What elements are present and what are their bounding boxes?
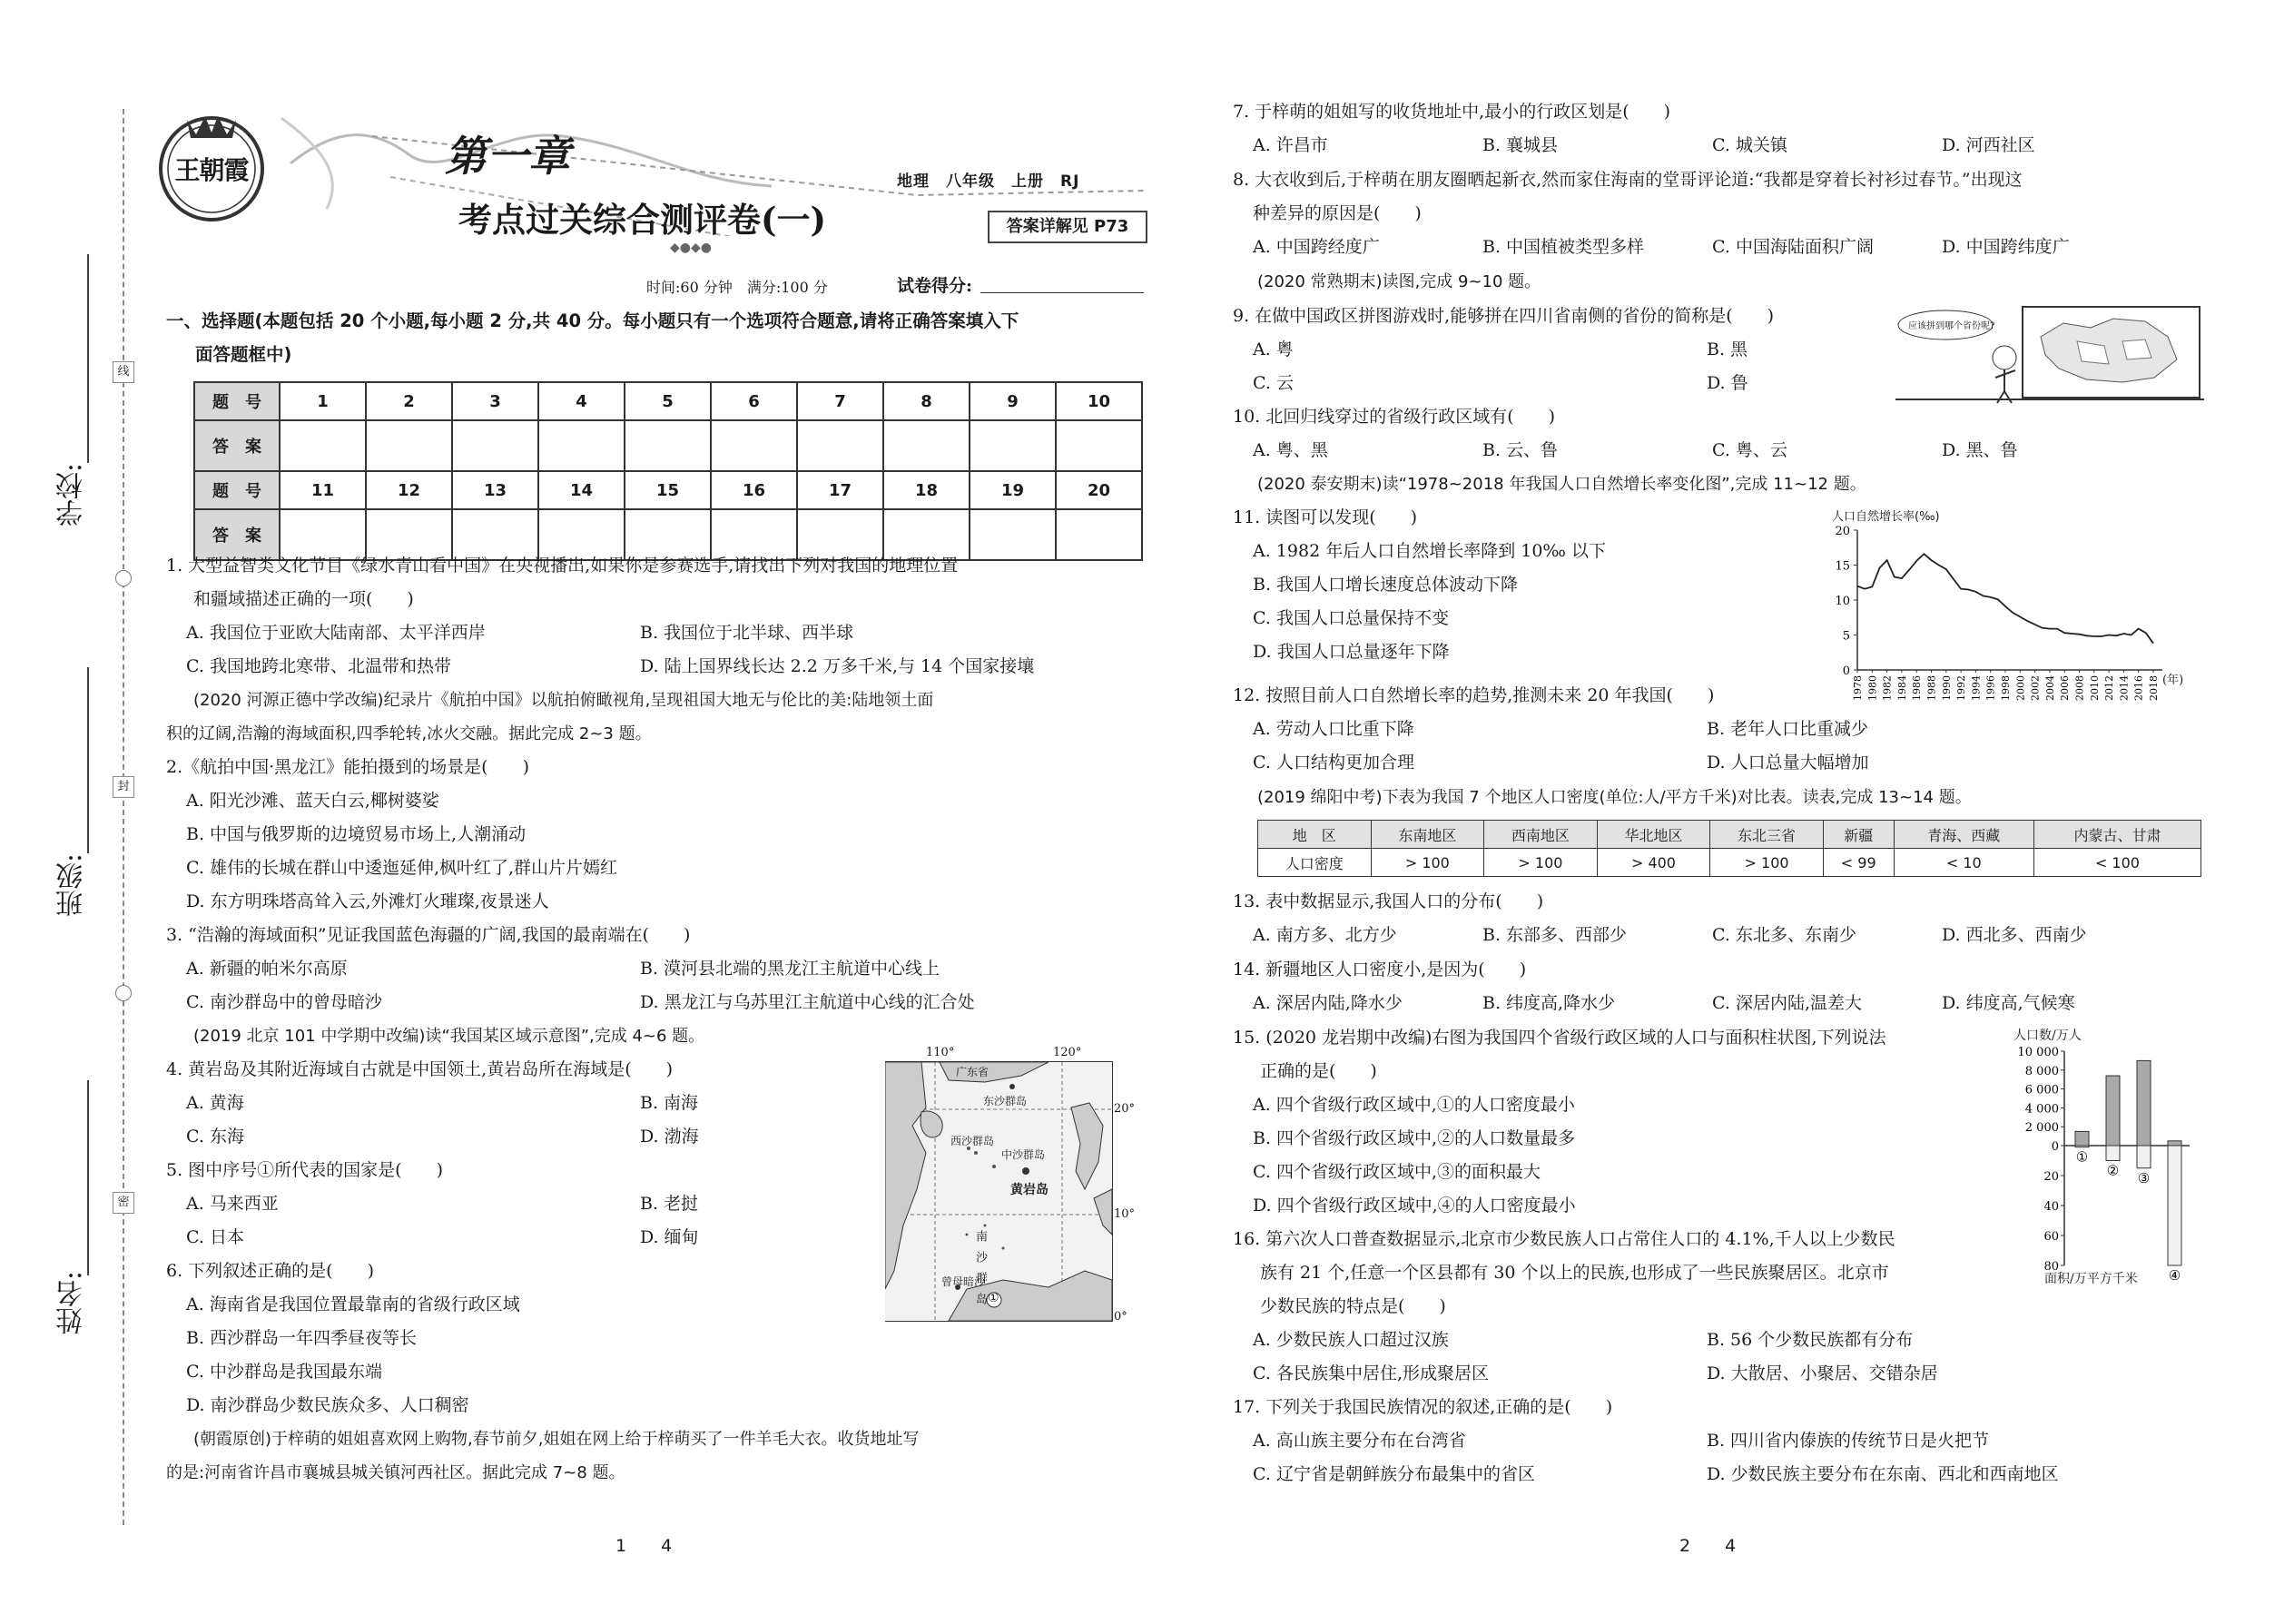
y-tick-label: 60 <box>2043 1230 2059 1244</box>
question-stem: 10. 北回归线穿过的省级行政区域有( ) <box>1233 407 1556 427</box>
score-label: 试卷得分: <box>897 276 973 296</box>
x-tick-label: 1996 <box>1984 675 1997 701</box>
table-cell: 19 <box>970 471 1056 509</box>
question-stem: 7. 于梓萌的姐姐写的收货地址中,最小的行政区划是( ) <box>1233 102 1671 122</box>
table-cell: 10 <box>1056 382 1142 420</box>
question-14 <box>1233 953 2171 1020</box>
options <box>1233 434 2171 468</box>
map-label-huangyan: 黄岩岛 <box>1010 1183 1049 1197</box>
option[interactable]: B. 我国人口增长速度总体波动下降 <box>1253 575 1519 595</box>
option[interactable]: C. 我国地跨北寒带、北温带和热带 <box>186 656 451 676</box>
bar-area <box>2075 1146 2089 1147</box>
table-cell: > 100 <box>1484 849 1598 877</box>
bar-label: ③ <box>2137 1169 2151 1186</box>
option[interactable]: C. 南沙群岛中的曾母暗沙 <box>186 992 382 1012</box>
answer-cell[interactable] <box>1056 420 1142 471</box>
option[interactable]: B. 襄城县 <box>1482 135 1559 155</box>
option[interactable]: A. 黄海 <box>186 1093 244 1113</box>
option[interactable]: D. 少数民族主要分布在东南、西北和西南地区 <box>1707 1464 2059 1484</box>
school-field-label: 学校: <box>56 463 88 527</box>
x-tick-label: 2014 <box>2118 675 2131 701</box>
option[interactable]: A. 劳动人口比重下降 <box>1253 719 1414 739</box>
option[interactable]: C. 东北多、东南少 <box>1712 925 1856 945</box>
table-cell: < 100 <box>2033 849 2200 877</box>
x-tick-label: 1980 <box>1866 675 1879 701</box>
option[interactable]: D. 中国跨纬度广 <box>1942 237 2070 257</box>
chapter-title: 第一章 <box>445 132 570 181</box>
option[interactable]: A. 少数民族人口超过汉族 <box>1253 1330 1449 1350</box>
options <box>166 616 1094 684</box>
x-tick-label: 1982 <box>1881 675 1894 701</box>
option[interactable]: A. 许昌市 <box>1253 135 1328 155</box>
answer-table-row <box>194 420 1142 471</box>
answer-cell[interactable] <box>538 420 625 471</box>
passage-intro: (2019 北京 101 中学期中改编)读“我国某区域示意图”,完成 4~6 题。 <box>193 1027 705 1046</box>
option[interactable]: D. 人口总量大幅增加 <box>1707 753 1869 773</box>
option[interactable]: D. 河西社区 <box>1942 135 2035 155</box>
table-header-row <box>1258 821 2201 849</box>
bar-population <box>2137 1060 2151 1146</box>
y-tick-label: 2 000 <box>2024 1121 2059 1136</box>
answer-table-row <box>194 471 1142 509</box>
x-tick-label: 2018 <box>2148 675 2160 701</box>
binding-hole <box>115 570 132 586</box>
table-cell: 华北地区 <box>1597 821 1710 849</box>
question-stem: 17. 下列关于我国民族情况的叙述,正确的是( ) <box>1233 1397 1613 1417</box>
table-cell: 18 <box>883 471 970 509</box>
option[interactable]: B. 东部多、西部少 <box>1482 925 1628 945</box>
brand-logo <box>153 107 271 225</box>
table-cell: 3 <box>452 382 538 420</box>
map-lon-label: 120° <box>1053 1046 1082 1059</box>
passage-intro: 积的辽阔,浩瀚的海域面积,四季轮转,冰火交融。据此完成 2~3 题。 <box>166 724 652 743</box>
answer-table-row <box>194 382 1142 420</box>
table-cell: 16 <box>711 471 797 509</box>
cut-mark-secret: 密 <box>113 1192 134 1214</box>
option[interactable]: B. 四个省级行政区域中,②的人口数量最多 <box>1253 1128 1576 1148</box>
x-tick-label: 1978 <box>1852 675 1864 701</box>
question-12 <box>1233 679 2161 780</box>
option[interactable]: A. 马来西亚 <box>186 1194 279 1214</box>
bar-label: ② <box>2106 1162 2120 1179</box>
table-cell: > 100 <box>1371 849 1484 877</box>
y-tick-label: 80 <box>2043 1260 2059 1274</box>
question-stem: 13. 表中数据显示,我国人口的分布( ) <box>1233 891 1544 911</box>
exam-title: 考点过关综合测评卷(一) <box>458 200 827 240</box>
table-cell: 20 <box>1056 471 1142 509</box>
answer-cell[interactable] <box>970 420 1056 471</box>
passage-intro: (2020 河源正德中学改编)纪录片《航拍中国》以航拍俯瞰视角,呈现祖国大地无与伦比的美:陆地领土面 <box>193 691 934 710</box>
option[interactable]: B. 老挝 <box>640 1194 699 1214</box>
answer-cell[interactable] <box>797 420 883 471</box>
bar-population <box>2168 1141 2181 1146</box>
options <box>1233 1424 2161 1491</box>
x-tick-label: 1986 <box>1911 675 1924 701</box>
option[interactable]: A. 南方多、北方少 <box>1253 925 1397 945</box>
cut-mark-seal: 封 <box>113 776 134 798</box>
options <box>1233 1324 2161 1391</box>
question-13 <box>1233 885 2171 952</box>
option[interactable]: D. 纬度高,气候寒 <box>1942 993 2075 1013</box>
section-heading: 一、选择题(本题包括 20 个小题,每小题 2 分,共 40 分。每小题只有一个选项符合题意,请将正确答案填入下 <box>166 310 1019 331</box>
option[interactable]: D. 缅甸 <box>640 1227 699 1247</box>
option[interactable]: D. 黑龙江与乌苏里江主航道中心线的汇合处 <box>640 992 975 1012</box>
options <box>1233 231 2171 264</box>
passage-intro: (朝霞原创)于梓萌的姐姐喜欢网上购物,春节前夕,姐姐在网上给于梓萌买了一件羊毛大衣。收货地址写 <box>193 1430 920 1449</box>
question-stem: 种差异的原因是( ) <box>1253 203 1422 223</box>
name-field-line[interactable] <box>87 1080 89 1275</box>
table-cell: 17 <box>797 471 883 509</box>
y-tick-label: 0 <box>2051 1140 2059 1154</box>
table-cell: 东南地区 <box>1371 821 1484 849</box>
table-cell: 11 <box>280 471 366 509</box>
table-cell: 5 <box>625 382 711 420</box>
answer-cell[interactable] <box>883 420 970 471</box>
option[interactable]: C. 深居内陆,温差大 <box>1712 993 1862 1013</box>
table-cell: 青海、西藏 <box>1894 821 2033 849</box>
grade-tag: 地理 八年级 上册 RJ <box>897 172 1080 191</box>
x-tick-label: 1984 <box>1895 675 1908 701</box>
option[interactable]: C. 中国海陆面积广阔 <box>1712 237 1874 257</box>
question-11 <box>1233 501 1606 669</box>
option[interactable]: C. 人口结构更加合理 <box>1253 753 1414 773</box>
answer-cell[interactable] <box>280 420 366 471</box>
chart-xlabel: (年) <box>2162 674 2184 687</box>
question-6 <box>166 1255 520 1422</box>
chart-ylabel: 人口自然增长率(‰) <box>1832 510 1940 524</box>
growth-rate-chart <box>1825 507 2188 704</box>
option[interactable]: B. 56 个少数民族都有分布 <box>1707 1330 1914 1350</box>
option[interactable]: B. 西沙群岛一年四季昼夜等长 <box>186 1328 418 1348</box>
option[interactable]: C. 粤、云 <box>1712 440 1787 460</box>
option[interactable]: B. 纬度高,降水少 <box>1482 993 1616 1013</box>
passage-intro: (2019 绵阳中考)下表为我国 7 个地区人口密度(单位:人/平方千米)对比表。读表,完成 13~14 题。 <box>1257 788 1972 807</box>
passage-intro: (2020 泰安期末)读“1978~2018 年我国人口自然增长率变化图”,完成 11~12 题。 <box>1257 475 1866 494</box>
table-cell: > 400 <box>1597 849 1710 877</box>
option[interactable]: B. 我国位于北半球、西半球 <box>640 623 854 643</box>
option[interactable]: D. 黑、鲁 <box>1942 440 2018 460</box>
region-map <box>885 1046 1136 1325</box>
option[interactable]: A. 我国位于亚欧大陆南部、太平洋西岸 <box>186 623 486 643</box>
passage-intro: 的是:河南省许昌市襄城县城关镇河西社区。据此完成 7~8 题。 <box>166 1463 625 1482</box>
score-field[interactable] <box>980 292 1144 293</box>
x-tick-label: 2016 <box>2132 675 2145 701</box>
table-cell: 4 <box>538 382 625 420</box>
option[interactable]: C. 东海 <box>186 1127 244 1147</box>
option[interactable]: C. 辽宁省是朝鲜族分布最集中的省区 <box>1253 1464 1535 1484</box>
y-tick-label: 40 <box>2043 1200 2059 1214</box>
y-tick-label: 0 <box>1842 664 1850 678</box>
option[interactable]: C. 云 <box>1253 373 1294 393</box>
question-16 <box>1233 1223 2161 1391</box>
table-cell: 7 <box>797 382 883 420</box>
options <box>1233 129 2171 162</box>
name-field-label: 姓名: <box>56 1271 88 1335</box>
question-stem: 11. 读图可以发现( ) <box>1233 507 1418 527</box>
section-heading-cont: 面答题框中) <box>195 344 292 365</box>
table-cell: 答 案 <box>194 420 280 471</box>
bar-label: ① <box>2075 1148 2089 1166</box>
y-tick-label: 6 000 <box>2024 1083 2059 1097</box>
decor-dots: ◆●◆● <box>670 241 712 255</box>
table-cell: 新疆 <box>1823 821 1894 849</box>
map-label-xisha: 西沙群岛 <box>950 1135 995 1147</box>
question-stem: 14. 新疆地区人口密度小,是因为( ) <box>1233 960 1527 979</box>
density-table <box>1257 820 2201 877</box>
option[interactable]: C. 城关镇 <box>1712 135 1787 155</box>
option[interactable]: A. 海南省是我国位置最靠南的省级行政区域 <box>186 1294 520 1314</box>
bar-area <box>2106 1146 2120 1161</box>
x-tick-label: 2002 <box>2029 675 2042 701</box>
options <box>1233 333 1888 400</box>
question-stem: 4. 黄岩岛及其附近海域自古就是中国领土,黄岩岛所在海域是( ) <box>166 1059 674 1079</box>
y-tick-label: 20 <box>2043 1170 2059 1184</box>
table-cell: 13 <box>452 471 538 509</box>
question-stem: 8. 大衣收到后,于梓萌在朋友圈晒起新衣,然而家住海南的堂哥评论道:“我都是穿着长衬衫过春节。”出现这 <box>1233 170 2023 190</box>
question-stem: 少数民族的特点是( ) <box>1260 1296 1446 1316</box>
bar-area <box>2168 1146 2181 1265</box>
x-tick-label: 1988 <box>1925 675 1938 701</box>
option[interactable]: C. 中沙群岛是我国最东端 <box>186 1362 382 1382</box>
table-row <box>1258 849 2201 877</box>
question-stem: 1. 大型益智类文化节目《绿水青山看中国》在央视播出,如果你是参赛选手,请找出下列对我国的地理位置 <box>166 556 959 576</box>
table-cell: 题 号 <box>194 382 280 420</box>
option[interactable]: D. 大散居、小聚居、交错杂居 <box>1707 1363 1938 1383</box>
option[interactable]: A. 深居内陆,降水少 <box>1253 993 1403 1013</box>
x-tick-label: 1994 <box>1970 675 1983 701</box>
answer-ref-box <box>988 211 1147 243</box>
question-stem: 16. 第六次人口普查数据显示,北京市少数民族人口占常住人口的 4.1%,千人以上少数民 <box>1233 1229 1895 1249</box>
option[interactable]: A. 新疆的帕米尔高原 <box>186 959 348 979</box>
y-tick-label: 20 <box>1835 525 1850 538</box>
bar-population <box>2075 1131 2089 1146</box>
bar-population <box>2106 1076 2120 1146</box>
map-label-circled: ① <box>988 1291 999 1305</box>
answer-cell[interactable] <box>452 420 538 471</box>
option[interactable]: B. 漠河县北端的黑龙江主航道中心线上 <box>640 959 940 979</box>
question-stem: 5. 图中序号①所代表的国家是( ) <box>166 1160 443 1180</box>
table-cell: 东北三省 <box>1710 821 1824 849</box>
x-tick-label: 2000 <box>2014 675 2027 701</box>
table-cell: 9 <box>970 382 1056 420</box>
options <box>1233 919 2171 952</box>
table-cell: < 10 <box>1894 849 2033 877</box>
option[interactable]: B. 四川省内傣族的传统节日是火把节 <box>1707 1431 1990 1451</box>
option[interactable]: C. 四个省级行政区域中,③的面积最大 <box>1253 1162 1541 1182</box>
option[interactable]: B. 中国与俄罗斯的边境贸易市场上,人潮涌动 <box>186 824 527 844</box>
option[interactable]: D. 四个省级行政区域中,④的人口密度最小 <box>1253 1196 1576 1216</box>
table-cell: 答 案 <box>194 509 280 560</box>
table-cell: 6 <box>711 382 797 420</box>
question-stem: 15. (2020 龙岩期中改编)右图为我国四个省级行政区域的人口与面积柱状图,下列说法 <box>1233 1028 1886 1048</box>
x-tick-label: 1998 <box>2000 675 2012 701</box>
question-stem: 9. 在做中国政区拼图游戏时,能够拼在四川省南侧的省份的简称是( ) <box>1233 306 1775 326</box>
option[interactable]: D. 我国人口总量逐年下降 <box>1253 642 1450 662</box>
option[interactable]: A. 粤、黑 <box>1253 440 1328 460</box>
table-cell: 内蒙古、甘肃 <box>2033 821 2200 849</box>
option[interactable]: D. 西北多、西南少 <box>1942 925 2087 945</box>
table-cell: 12 <box>366 471 452 509</box>
y-tick-label: 10 000 <box>2017 1046 2059 1059</box>
x-tick-label: 2010 <box>2088 675 2101 701</box>
question-stem: 2.《航拍中国·黑龙江》能拍摄到的场景是( ) <box>166 757 529 777</box>
class-field-line[interactable] <box>87 667 89 853</box>
option[interactable]: B. 南海 <box>640 1093 699 1113</box>
class-field-label: 班级: <box>56 853 88 918</box>
answer-table <box>193 381 1143 561</box>
map-label-zhongsha: 中沙群岛 <box>1001 1148 1046 1161</box>
answer-cell[interactable] <box>366 420 452 471</box>
options <box>1233 713 2161 780</box>
question-7 <box>1233 95 2171 162</box>
question-1 <box>166 549 1094 684</box>
page-number: 1 4 <box>615 1536 673 1556</box>
option[interactable]: C. 日本 <box>186 1227 244 1247</box>
table-cell: 8 <box>883 382 970 420</box>
question-stem: 和疆域描述正确的一项( ) <box>193 589 414 609</box>
table-cell: < 99 <box>1823 849 1894 877</box>
chart-ylabel2: 面积/万平方千米 <box>2044 1272 2138 1286</box>
question-stem: 6. 下列叙述正确的是( ) <box>166 1261 374 1281</box>
table-cell: 西南地区 <box>1484 821 1598 849</box>
answer-cell[interactable] <box>711 420 797 471</box>
option[interactable]: C. 我国人口总量保持不变 <box>1253 608 1449 628</box>
table-cell: 题 号 <box>194 471 280 509</box>
binding-hole <box>115 985 132 1001</box>
table-cell: 14 <box>538 471 625 509</box>
option[interactable]: A. 阳光沙滩、蓝天白云,椰树婆娑 <box>186 791 439 811</box>
map-label-nansha: 南沙群岛 <box>973 1230 987 1314</box>
page-number: 2 4 <box>1679 1536 1737 1556</box>
option[interactable]: C. 各民族集中居住,形成聚居区 <box>1253 1363 1489 1383</box>
option[interactable]: A. 四个省级行政区域中,①的人口密度最小 <box>1253 1095 1575 1115</box>
speech-bubble: 应该拼到哪个省份呢? <box>1908 321 1995 331</box>
brand-name: 王朝霞 <box>174 155 249 185</box>
chart-ylabel: 人口数/万人 <box>2013 1029 2082 1043</box>
answer-cell[interactable] <box>625 420 711 471</box>
binding-dashed-line <box>123 109 124 1525</box>
map-label-zengmu: 曾母暗沙 <box>941 1275 986 1288</box>
x-tick-label: 1990 <box>1940 675 1953 701</box>
bar-label: ④ <box>2168 1267 2181 1284</box>
map-lat-label: 10° <box>1114 1207 1136 1221</box>
option[interactable]: A. 中国跨经度广 <box>1253 237 1380 257</box>
puzzle-illustration <box>1895 305 2204 405</box>
y-tick-label: 4 000 <box>2024 1102 2059 1117</box>
map-label-dongsha: 东沙群岛 <box>983 1095 1028 1107</box>
option[interactable]: D. 渤海 <box>640 1127 699 1147</box>
passage-intro: (2020 常熟期末)读图,完成 9~10 题。 <box>1257 272 1541 291</box>
option[interactable]: B. 黑 <box>1707 340 1748 359</box>
x-tick-label: 1992 <box>1955 675 1968 701</box>
table-cell: 2 <box>366 382 452 420</box>
table-cell: 人口密度 <box>1258 849 1372 877</box>
option[interactable]: D. 陆上国界线长达 2.2 万多千米,与 14 个国家接壤 <box>640 656 1035 676</box>
question-stem: 正确的是( ) <box>1260 1061 1377 1081</box>
question-15 <box>1233 1021 1886 1223</box>
cut-mark-line: 线 <box>113 361 134 383</box>
option[interactable]: D. 南沙群岛少数民族众多、人口稠密 <box>186 1395 469 1415</box>
answer-ref: 答案详解见 P73 <box>1006 217 1129 236</box>
question-3 <box>166 919 1094 1019</box>
bar-area <box>2137 1146 2151 1168</box>
y-tick-label: 5 <box>1842 629 1850 644</box>
option[interactable]: A. 1982 年后人口自然增长率降到 10‰ 以下 <box>1253 541 1606 561</box>
option[interactable]: A. 高山族主要分布在台湾省 <box>1253 1431 1466 1451</box>
exam-meta: 时间:60 分钟 满分:100 分 <box>646 279 828 296</box>
question-stem: 12. 按照目前人口自然增长率的趋势,推测未来 20 年我国( ) <box>1233 685 1715 705</box>
question-stem: 族有 21 个,任意一个区县都有 30 个以上的民族,也形成了一些民族聚居区。北京市 <box>1260 1263 1889 1283</box>
x-tick-label: 2006 <box>2059 675 2072 701</box>
options <box>166 952 1094 1019</box>
x-tick-label: 2012 <box>2103 675 2116 701</box>
series-line <box>1857 554 2153 644</box>
option[interactable]: D. 东方明珠塔高耸入云,外滩灯火璀璨,夜景迷人 <box>186 891 549 911</box>
map-lon-label: 110° <box>926 1046 955 1059</box>
question-2 <box>166 751 617 919</box>
y-tick-label: 8 000 <box>2024 1064 2059 1078</box>
y-tick-label: 10 <box>1835 595 1850 608</box>
y-tick-label: 15 <box>1835 559 1850 574</box>
x-tick-label: 2004 <box>2043 675 2056 701</box>
option[interactable]: C. 雄伟的长城在群山中逶迤延伸,枫叶红了,群山片片嫣红 <box>186 858 618 878</box>
table-cell: 1 <box>280 382 366 420</box>
table-cell: 地 区 <box>1258 821 1372 849</box>
question-17 <box>1233 1391 2161 1491</box>
option[interactable]: B. 老年人口比重减少 <box>1707 719 1869 739</box>
map-lat-label: 20° <box>1114 1102 1136 1116</box>
table-cell: 15 <box>625 471 711 509</box>
map-lat-label: 0° <box>1114 1310 1127 1324</box>
option[interactable]: D. 鲁 <box>1707 373 1748 393</box>
option[interactable]: B. 云、鲁 <box>1482 440 1559 460</box>
question-10 <box>1233 400 2171 468</box>
table-cell: > 100 <box>1710 849 1824 877</box>
question-stem: 3. “浩瀚的海域面积”见证我国蓝色海疆的广阔,我国的最南端在( ) <box>166 925 691 945</box>
option[interactable]: A. 粤 <box>1253 340 1294 359</box>
question-8 <box>1233 163 2171 264</box>
options <box>1233 987 2171 1020</box>
question-9 <box>1233 300 1888 400</box>
school-field-line[interactable] <box>87 254 89 463</box>
map-label-guangdong: 广东省 <box>956 1066 989 1078</box>
option[interactable]: B. 中国植被类型多样 <box>1482 237 1645 257</box>
x-tick-label: 2008 <box>2073 675 2086 701</box>
